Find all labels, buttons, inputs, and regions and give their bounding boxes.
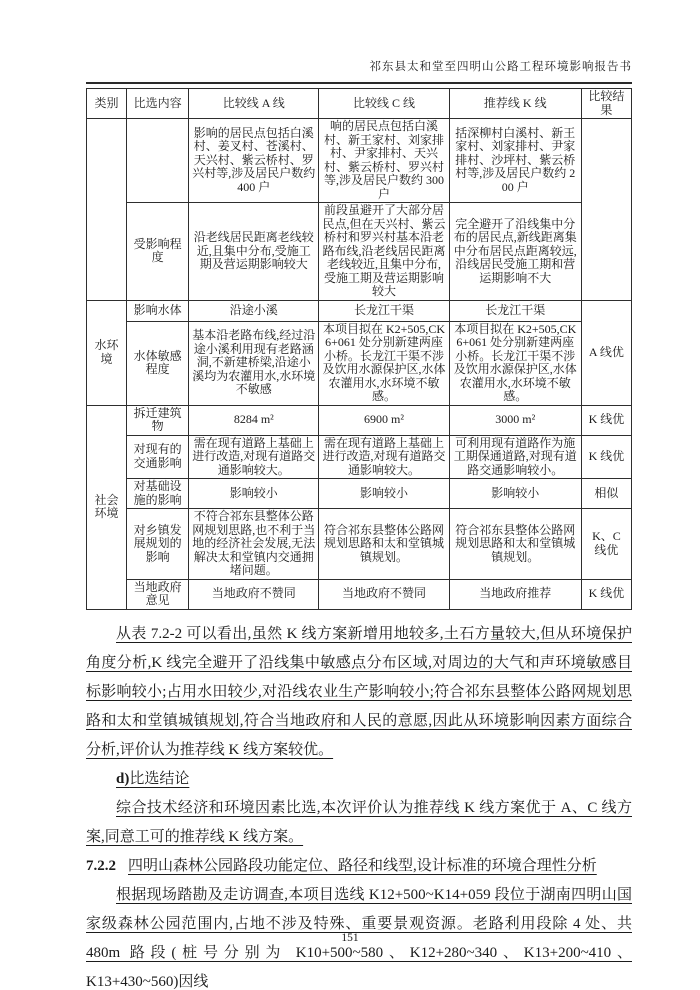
column-header-line-c: 比较线 C 线 xyxy=(319,89,449,119)
line-k-cell: 可利用现有道路作为施工期保通道路,对现有道路交通影响较小。 xyxy=(449,435,581,479)
line-k-cell: 本项目拟在 K2+505,CK6+061 处分别新建两座小桥。长龙江干渠不涉及饮用水源保护区,水体农灌用水,水环境不敏感。 xyxy=(449,321,581,405)
analysis-paragraph: 从表 7.2-2 可以看出,虽然 K 线方案新增用地较多,土石方量较大,但从环境保护角度分析,K 线完全避开了沿线集中敏感点分布区域,对周边的大气和声环境敏感目标影响较小;占用水田较少,对沿线农业生产影响较小;符合祁东县整体公路网规划思路和太和堂镇城镇规划,符合当地政府和人民的意愿,因此从环境影响因素方面综合分析,评价认为推荐线 K 线方案较优。 xyxy=(86,625,632,758)
line-c-cell: 长龙江干渠 xyxy=(319,300,449,321)
route-comparison-table xyxy=(86,88,632,610)
line-a-cell: 当地政府不赞同 xyxy=(189,579,319,609)
table-header-row xyxy=(87,89,632,119)
document-title: 祁东县太和堂至四明山公路工程环境影响报告书 xyxy=(369,61,632,73)
column-header-line-k: 推荐线 K 线 xyxy=(449,89,581,119)
line-a-cell: 影响的居民点包括白溪村、姜叉村、苍溪村、天兴村、紫云桥村、罗兴村等,涉及居民户数约 400 户 xyxy=(189,119,319,203)
category-cell xyxy=(87,119,127,301)
table-row xyxy=(87,435,632,479)
conclusion-paragraph: 综合技术经济和环境因素比选,本次评价认为推荐线 K 线方案优于 A、C 线方案,同意工可的推荐线 K 线方案。 xyxy=(86,799,632,845)
result-cell: K、C 线优 xyxy=(581,509,631,580)
line-c-cell: 前段虽避开了大部分居民点,但在天兴村、紫云桥村和罗兴村基本沿老路布线,沿老线居民距离老线较近,且集中分布,受施工期及营运期影响较大 xyxy=(319,203,449,301)
column-header-item: 比选内容 xyxy=(127,89,189,119)
item-cell: 拆迁建筑物 xyxy=(127,405,189,435)
section-heading xyxy=(86,852,632,881)
item-cell: 受影响程度 xyxy=(127,203,189,301)
table-row xyxy=(87,579,632,609)
result-cell: 相似 xyxy=(581,479,631,509)
line-a-cell: 8284 m² xyxy=(189,405,319,435)
page-content xyxy=(86,60,632,990)
column-header-category: 类别 xyxy=(87,89,127,119)
line-c-cell: 需在现有道路上基础上进行改造,对现有道路交通影响较大。 xyxy=(319,435,449,479)
line-a-cell: 沿老线居民距离老线较近,且集中分布,受施工期及营运期影响较大 xyxy=(189,203,319,301)
line-k-cell: 3000 m² xyxy=(449,405,581,435)
category-cell-water: 水环境 xyxy=(87,300,127,405)
result-cell: K 线优 xyxy=(581,579,631,609)
line-k-cell: 括深柳村白溪村、新王家村、刘家排村、尹家排村、沙坪村、紫云桥村等,涉及居民户数约 200 户 xyxy=(449,119,581,203)
result-cell: K 线优 xyxy=(581,405,631,435)
table-row xyxy=(87,203,632,301)
item-cell: 水体敏感程度 xyxy=(127,321,189,405)
result-cell: A 线优 xyxy=(581,300,631,405)
line-a-cell: 影响较小 xyxy=(189,479,319,509)
line-k-cell: 符合祁东县整体公路网规划思路和太和堂镇城镇规划。 xyxy=(449,509,581,580)
section-title: 四明山森林公园路段功能定位、路径和线型,设计标准的环境合理性分析 xyxy=(128,857,597,874)
item-cell: 当地政府意见 xyxy=(127,579,189,609)
line-k-cell: 长龙江干渠 xyxy=(449,300,581,321)
table-row xyxy=(87,509,632,580)
item-cell: 对基础设施的影响 xyxy=(127,479,189,509)
list-title: 比选结论 xyxy=(129,770,190,787)
running-head xyxy=(86,60,632,84)
page-number: 151 xyxy=(341,932,359,944)
table-row xyxy=(87,321,632,405)
item-cell: 对乡镇发展规划的影响 xyxy=(127,509,189,580)
line-c-cell: 响的居民点包括白溪村、新王家村、刘家排村、尹家排村、天兴村、紫云桥村、罗兴村等,涉及居民户数约 300 户 xyxy=(319,119,449,203)
item-cell xyxy=(127,119,189,203)
line-k-cell: 影响较小 xyxy=(449,479,581,509)
table-row xyxy=(87,300,632,321)
section-number: 7.2.2 xyxy=(86,857,116,874)
line-k-cell: 完全避开了沿线集中分布的居民点,新线距离集中分布居民点距离较远,沿线居民受施工期和营运期影响不大 xyxy=(449,203,581,301)
line-c-cell: 影响较小 xyxy=(319,479,449,509)
forest-park-paragraph: 根据现场踏勘及走访调查,本项目选线 K12+500~K14+059 段位于湖南四明山国家级森林公园范围内,占地不涉及特殊、重要景观资源。老路利用段除 4 处、共 480m 路段(桩号分别为 K10+500~580、K12+280~340、K13+200~410、K13+430~560)因线 xyxy=(86,886,632,990)
table-row xyxy=(87,119,632,203)
line-c-cell: 当地政府不赞同 xyxy=(319,579,449,609)
category-cell-social: 社会环境 xyxy=(87,405,127,609)
item-cell: 对现有的交通影响 xyxy=(127,435,189,479)
line-a-cell: 沿途小溪 xyxy=(189,300,319,321)
line-a-cell: 不符合祁东县整体公路网规划思路,也不利于当地的经济社会发展,无法解决太和堂镇内交通拥堵问题。 xyxy=(189,509,319,580)
list-label: d) xyxy=(116,770,130,787)
column-header-line-a: 比较线 A 线 xyxy=(189,89,319,119)
result-cell xyxy=(581,119,631,301)
line-c-cell: 6900 m² xyxy=(319,405,449,435)
table-row xyxy=(87,405,632,435)
line-k-cell: 当地政府推荐 xyxy=(449,579,581,609)
line-a-cell: 需在现有道路上基础上进行改造,对现有道路交通影响较大。 xyxy=(189,435,319,479)
column-header-result: 比较结果 xyxy=(581,89,631,119)
line-c-cell: 符合祁东县整体公路网规划思路和太和堂镇城镇规划。 xyxy=(319,509,449,580)
result-cell: K 线优 xyxy=(581,435,631,479)
item-cell: 影响水体 xyxy=(127,300,189,321)
line-a-cell: 基本沿老路布线,经过沿途小溪利用现有老路涵洞,不新建桥梁,沿途小溪均为农灌用水,水环境不敏感 xyxy=(189,321,319,405)
list-item-heading xyxy=(86,765,632,794)
table-row xyxy=(87,479,632,509)
line-c-cell: 本项目拟在 K2+505,CK6+061 处分别新建两座小桥。长龙江干渠不涉及饮用水源保护区,水体农灌用水,水环境不敏感。 xyxy=(319,321,449,405)
